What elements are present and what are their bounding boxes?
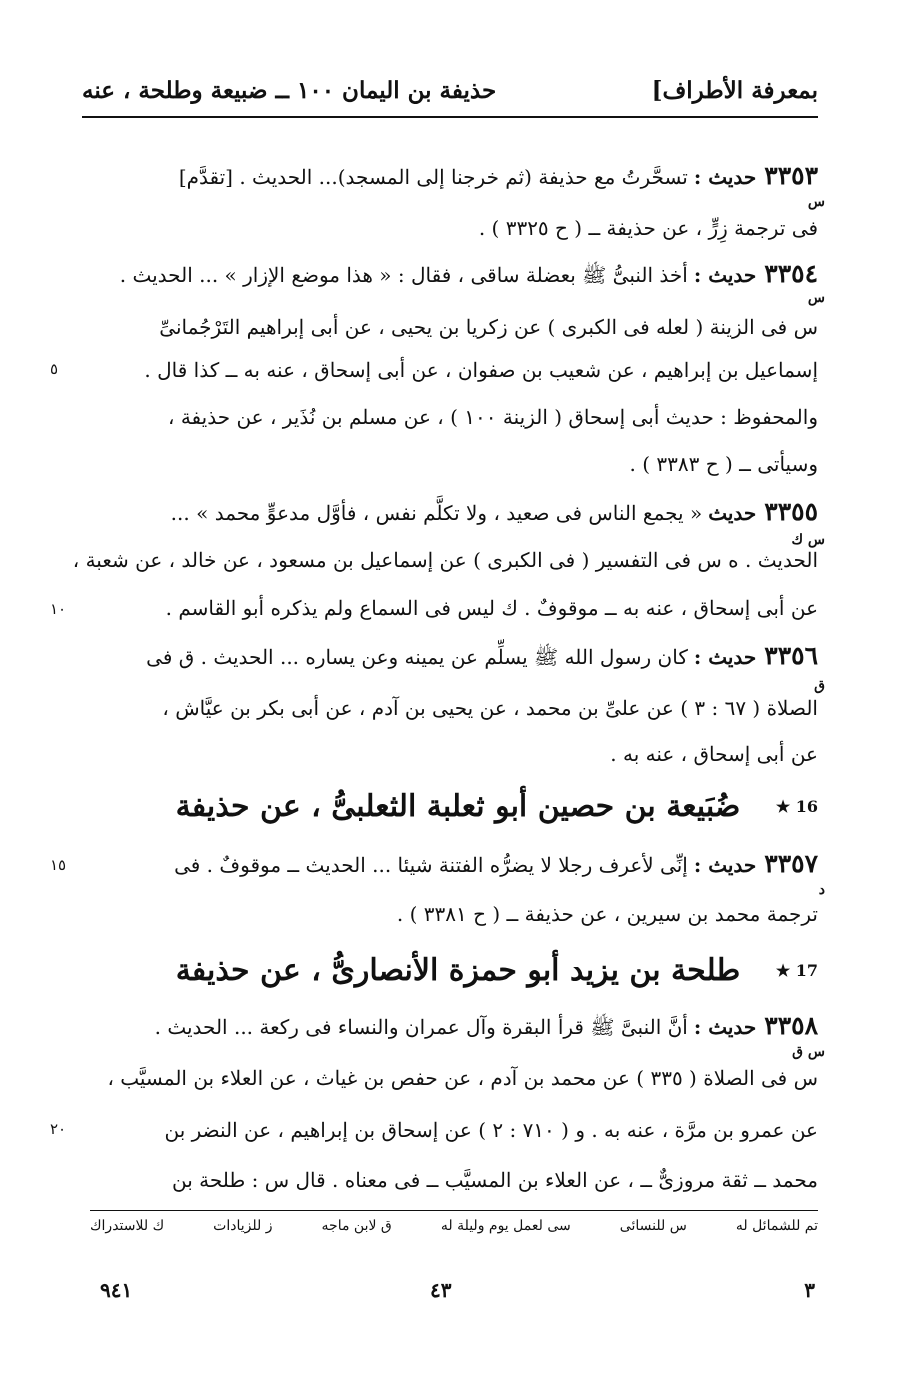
entry-number: ٣٣٥٥ — [764, 497, 818, 526]
entry-keyword: حديث : — [693, 1015, 757, 1039]
entry-3357-sigla: د — [818, 882, 825, 898]
section-heading-17 — [98, 946, 818, 996]
entry-text: تسحَّرتُ مع حذيفة (ثم خرجنا إلى المسجد)... الحديث . [تقدَّم] — [178, 165, 688, 189]
entry-3356-line-2: الصلاة ( ٦٧ : ٣ ) عن علىِّ بن محمد ، عن يحيى بن آدم ، عن أبى بكر بن عيَّاش ، — [162, 696, 818, 720]
entry-3357-line-1 — [118, 842, 818, 886]
entry-keyword: حديث : — [693, 853, 757, 877]
entry-3355-line-2: الحديث . ه س فى التفسير ( فى الكبرى ) عن إسماعيل بن مسعود ، عن خالد ، عن شعبة ، — [72, 548, 818, 572]
entry-3354-line-3: إسماعيل بن إبراهيم ، عن شعيب بن صفوان ، عن أبى إسحاق ، عنه به ــ كذا قال . — [144, 358, 818, 382]
entry-3353-line-2: فى ترجمة زِرٍّ ، عن حذيفة ــ ( ح ٣٣٢٥ ) . — [478, 216, 818, 240]
legend-ibn-majah: ق لابن ماجه — [321, 1218, 392, 1234]
section-number: 16 ★ — [775, 797, 818, 816]
entry-3353-line-1 — [118, 154, 818, 198]
entry-number: ٣٣٥٧ — [764, 849, 818, 878]
entry-text: أخذ النبىُّ ﷺ بعضلة ساقى ، فقال : « هذا موضع الإزار » ... الحديث . — [119, 263, 688, 287]
entry-text: كان رسول الله ﷺ يسلِّم عن يمينه وعن يساره ... الحديث . ق فى — [146, 645, 688, 669]
entry-3356-sigla: ق — [814, 678, 825, 694]
legend-shamail: تم للشمائل له — [735, 1218, 818, 1234]
entry-3355-sigla: س ك — [791, 532, 825, 548]
header-rule — [82, 116, 818, 118]
margin-line-number: ١٠ — [50, 600, 67, 618]
header-left-title: حذيفة بن اليمان ١٠٠ ــ ضبيعة وطلحة ، عنه — [82, 76, 497, 104]
entry-number: ٣٣٥٨ — [764, 1011, 818, 1040]
header-right-title: بمعرفة الأطراف] — [651, 76, 818, 104]
legend-istidrak: ك للاستدراك — [90, 1218, 165, 1234]
entry-3358-line-2: س فى الصلاة ( ٣٣٥ ) عن محمد بن آدم ، عن حفص بن غياث ، عن العلاء بن المسيَّب ، — [107, 1066, 818, 1090]
entry-3358-line-3: عن عمرو بن مرَّة ، عنه به . و ( ٧١٠ : ٢ ) عن إسحاق بن إبراهيم ، عن النضر بن — [164, 1118, 818, 1142]
entry-text: إنِّى لأعرف رجلا لا يضرُّه الفتنة شيئا ... الحديث ــ موقوفٌ . فى — [174, 853, 688, 877]
entry-3354-line-2: س فى الزينة ( لعله فى الكبرى ) عن زكريا بن يحيى ، عن أبى إبراهيم التَرْجُمانىِّ — [159, 315, 818, 339]
entry-3356-line-3: عن أبى إسحاق ، عنه به . — [610, 742, 818, 766]
margin-line-number: ٢٠ — [50, 1120, 67, 1138]
entry-3353-sigla: س — [807, 194, 825, 210]
entry-3358-sigla: س ق — [792, 1044, 825, 1060]
entry-3354-sigla: س — [807, 290, 825, 306]
entry-number: ٣٣٥٤ — [764, 259, 818, 288]
margin-line-number: ٥ — [50, 360, 59, 378]
global-page-number: ٩٤١ — [100, 1278, 133, 1302]
section-title: طلحة بن يزيد أبو حمزة الأنصارىُّ ، عن حذيفة — [175, 953, 741, 988]
running-header — [82, 70, 818, 110]
entry-3354-line-4: والمحفوظ : حديث أبى إسحاق ( الزينة ١٠٠ ) ، عن مسلم بن نُذَير ، عن حذيفة ، — [168, 405, 818, 429]
entry-3357-line-2: ترجمة محمد بن سيرين ، عن حذيفة ــ ( ح ٣٣٨١ ) . — [396, 902, 818, 926]
legend-nasai: س للنسائى — [619, 1218, 687, 1234]
entry-text: أنَّ النبىَّ ﷺ قرأ البقرة وآل عمران والنساء فى ركعة ... الحديث . — [154, 1015, 688, 1039]
section-heading-16 — [98, 782, 818, 832]
entry-3354-line-1 — [118, 252, 818, 296]
legend-amal: سى لعمل يوم وليلة له — [440, 1218, 571, 1234]
entry-3354-line-5: وسيأتى ــ ( ح ٣٣٨٣ ) . — [629, 452, 818, 476]
sigla-legend — [90, 1218, 818, 1248]
entry-3355-line-3: عن أبى إسحاق ، عنه به ــ موقوفٌ . ك ليس فى السماع ولم يذكره أبو القاسم . — [165, 596, 818, 620]
entry-3355-line-1 — [118, 490, 818, 534]
entry-3358-line-1 — [118, 1004, 818, 1048]
entry-keyword: حديث : — [693, 645, 757, 669]
entry-keyword: حديث : — [693, 165, 757, 189]
margin-line-number: ١٥ — [50, 856, 67, 874]
legend-zawaid: ز للزيادات — [213, 1218, 273, 1234]
entry-number: ٣٣٥٦ — [764, 641, 818, 670]
volume-number: ٣ — [804, 1278, 815, 1302]
entry-keyword: حديث : — [693, 263, 757, 287]
section-title: ضُبَيعة بن حصين أبو ثعلبة الثعلبىُّ ، عن حذيفة — [175, 789, 741, 824]
entry-number: ٣٣٥٣ — [764, 161, 818, 190]
entry-3358-line-4: محمد ــ ثقة مروزىٌّ ــ ، عن العلاء بن المسيَّب ــ فى معناه . قال س : طلحة بن — [171, 1168, 818, 1192]
entry-text: « يجمع الناس فى صعيد ، ولا تكلَّم نفس ، فأوَّل مدعوٍّ محمد » ... — [170, 501, 703, 525]
page-number: ٤٣ — [430, 1278, 452, 1302]
footer-rule — [90, 1210, 818, 1211]
entry-3356-line-1 — [118, 634, 818, 678]
entry-keyword: حديث — [708, 501, 757, 525]
section-number: 17 ★ — [775, 961, 818, 980]
